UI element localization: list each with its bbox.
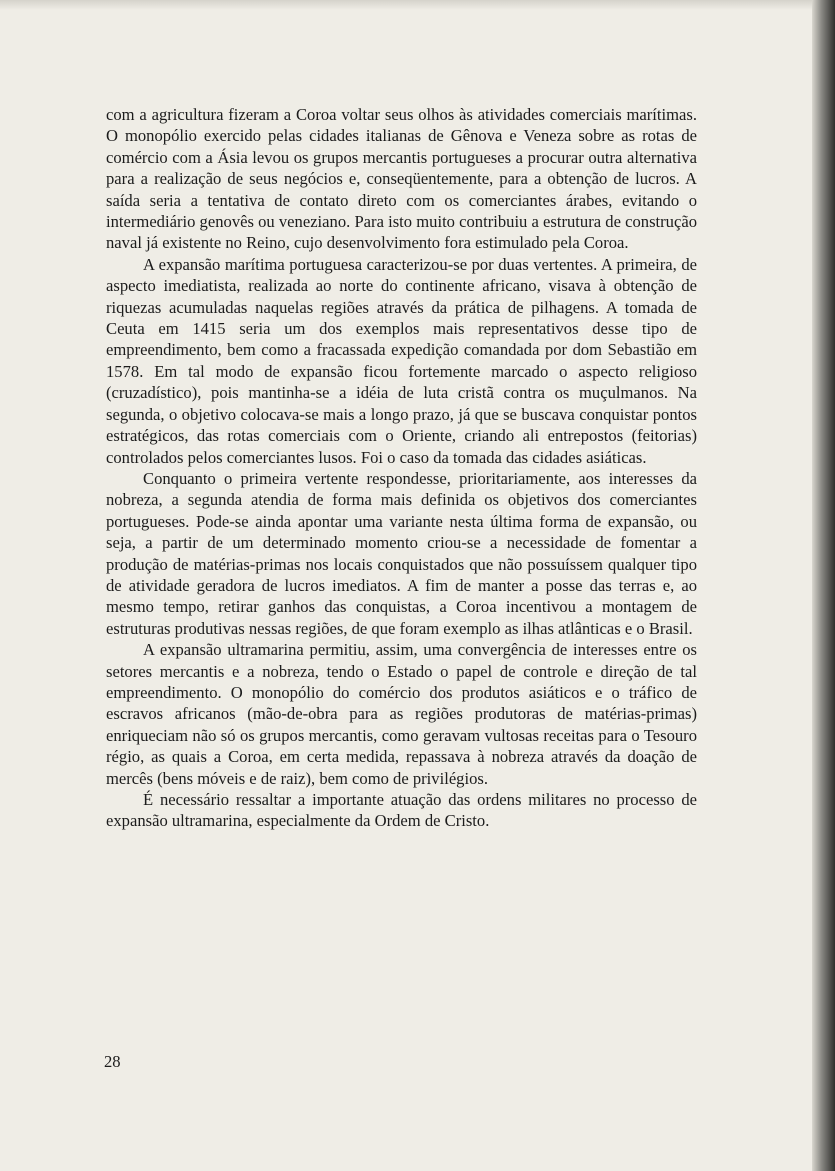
paragraph-4: A expansão ultramarina permitiu, assim, uma convergência de interesses entre os setores mercantis e a nobreza, tendo o Estado o papel de controle e direção de tal empreendimento. O monopólio do comércio dos produtos asiáticos e o tráfico de escravos africanos (mão-de-obra para as regiões produtoras de matérias-primas) enriqueciam não só os grupos mercantis, como geravam vultosas receitas para o Tesouro régio, as quais a Coroa, em certa medida, repassava à nobreza através da doação de mercês (bens móveis e de raiz), bem como de privilégios. xyxy=(106,640,697,788)
paragraph-2: A expansão marítima portuguesa caracterizou-se por duas vertentes. A primeira, de aspecto imediatista, realizada ao norte do continente africano, visava à obtenção de riquezas acumuladas naquelas regiões através da prática de pilhagens. A tomada de Ceuta em 1415 seria um dos exemplos mais representativos desse tipo de empreendimento, bem como a fracassada expedição comandada por dom Sebastião em 1578. Em tal modo de expansão ficou fortemente marcado o aspecto religioso (cruzadístico), pois mantinha-se a idéia de luta cristã contra os muçulmanos. Na segunda, o objetivo colocava-se mais a longo prazo, já que se buscava conquistar pontos estratégicos, das rotas comerciais com o Oriente, criando ali entrepostos (feitorias) controlados pelos comerciantes lusos. Foi o caso da tomada das cidades asiáticas. xyxy=(106,254,697,467)
body-text xyxy=(106,104,697,832)
page-top-shadow xyxy=(0,0,812,10)
paragraph-3: Conquanto o primeira vertente respondesse, prioritariamente, aos interesses da nobreza, a segunda atendia de forma mais definida os objetivos dos comerciantes portugueses. Pode-se ainda apontar uma variante nesta última forma de expansão, ou seja, a partir de um determinado momento criou-se a necessidade de fomentar a produção de matérias-primas nos locais conquistados que não possuíssem qualquer tipo de atividade geradora de lucros imediatos. A fim de manter a posse das terras e, ao mesmo tempo, retirar ganhos das conquistas, a Coroa incentivou a montagem de estruturas produtivas nessas regiões, de que foram exemplo as ilhas atlânticas e o Brasil. xyxy=(106,468,697,638)
page-number: 28 xyxy=(104,1052,121,1071)
paragraph-1: com a agricultura fizeram a Coroa voltar seus olhos às atividades comerciais marítimas. O monopólio exercido pelas cidades italianas de Gênova e Veneza sobre as rotas de comércio com a Ásia levou os grupos mercantis portugueses a procurar outra alternativa para a realização de seus negócios e, conseqüentemente, para a obtenção de lucros. A saída seria a tentativa de contato direto com os comerciantes árabes, evitando o intermediário genovês ou veneziano. Para isto muito contribuiu a estrutura de construção naval já existente no Reino, cujo desenvolvimento fora estimulado pela Coroa. xyxy=(106,105,697,253)
scan-page-edge xyxy=(812,0,835,1171)
paragraph-5: É necessário ressaltar a importante atuação das ordens militares no processo de expansão ultramarina, especialmente da Ordem de Cristo. xyxy=(106,790,697,831)
